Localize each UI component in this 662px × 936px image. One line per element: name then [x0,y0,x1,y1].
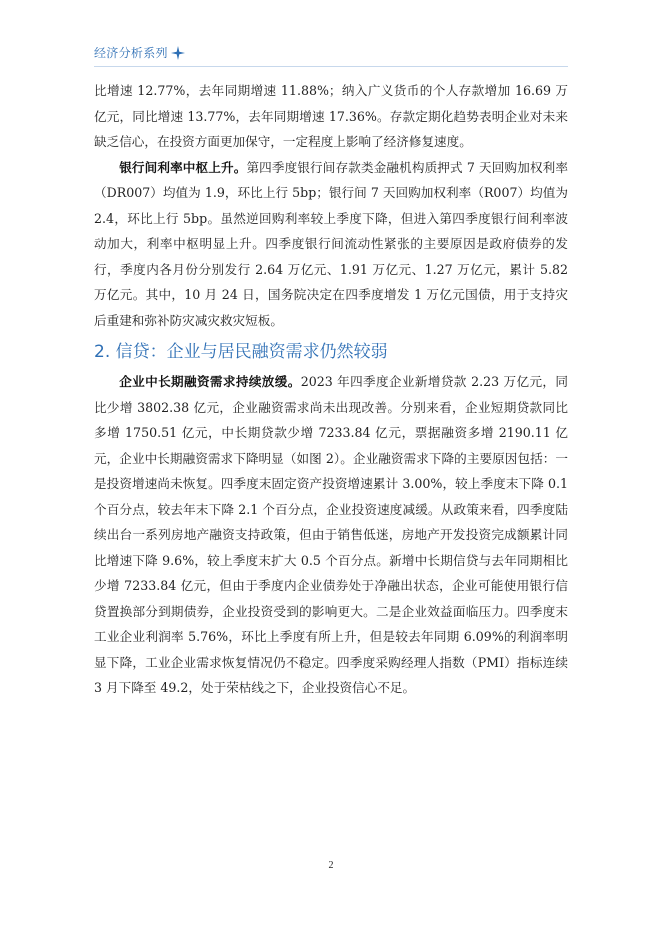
paragraph-interbank-rate [94,155,568,334]
page-header [94,44,185,61]
section-heading: 2. 信贷：企业与居民融资需求仍然较弱 [94,342,388,362]
four-point-star-icon [171,46,185,60]
paragraph-deposits: 比增速 12.77%，去年同期增速 11.88%；纳入广义货币的个人存款增加 16.69 万亿元，同比增速 13.77%，去年同期增速 17.36%。存款定期化趋势表明企业对未来缺乏信心，在投资方面更加保守，一定程度上影响了经济修复速度。 [94,83,568,149]
page-number: 2 [328,860,334,871]
paragraph-text: 第四季度银行间存款类金融机构质押式 7 天回购加权利率（DR007）均值为 1.9，环比上行 5bp；银行间 7 天回购加权利率（R007）均值为 2.4，环比上行 5bp。虽然逆回购利率较上季度下降，但进入第四季度银行间利率波动加大，利率中枢明显上升。四季度银行间流动性紧张的主要原因是政府债券的发行，季度内各月份分别发行 2.64 万亿元、1.91 万亿元、1.27 万亿元，累计 5.82 万亿元。其中，10 月 24 日，国务院决定在四季度增发 1 万亿元国债，用于支持灾后重建和弥补防灾减灾救灾短板。 [94,159,568,328]
paragraph-lead: 银行间利率中枢上升。 [119,159,247,175]
paragraph-text: 2023 年四季度企业新增贷款 2.23 万亿元，同比少增 3802.38 亿元，企业融资需求尚未出现改善。分别来看，企业短期贷款同比多增 1750.51 亿元，中长期贷款少增 7233.84 亿元，票据融资多增 2190.11 亿元，企业中长期融资需求下降明显（如图 2）。企业融资需求下降的主要原因包括：一是投资增速尚未恢复。四季度末固定资产投资增速累计 3.00%，较上季度末下降 0.1 个百分点，较去年末下降 2.1 个百分点，企业投资速度减缓。从政策来看，四季度陆续出台一系列房地产融资支持政策，但由于销售低迷，房地产开发投资完成额累计同比增速下降 9.6%，较上季度末扩大 0.5 个百分点。新增中长期信贷与去年同期相比少增 7233.84 亿元，但由于季度内企业债券处于净融出状态，企业可能使用银行信贷置换部分到期债券，企业投资受到的影响更大。二是企业效益面临压力。四季度末工业企业利润率 5.76%，环比上季度有所上升，但是较去年同期 6.09%的利润率明显下降，工业企业需求恢复情况仍不稳定。四季度采购经理人指数（PMI）指标连续 3 月下降至 49.2，处于荣枯线之下，企业投资信心不足。 [94,374,568,695]
series-title: 经济分析系列 [94,46,168,60]
paragraph-lead: 企业中长期融资需求持续放缓。 [119,374,301,389]
document-body [94,78,568,701]
header-divider [94,66,568,67]
paragraph-corporate-loans [94,369,568,701]
